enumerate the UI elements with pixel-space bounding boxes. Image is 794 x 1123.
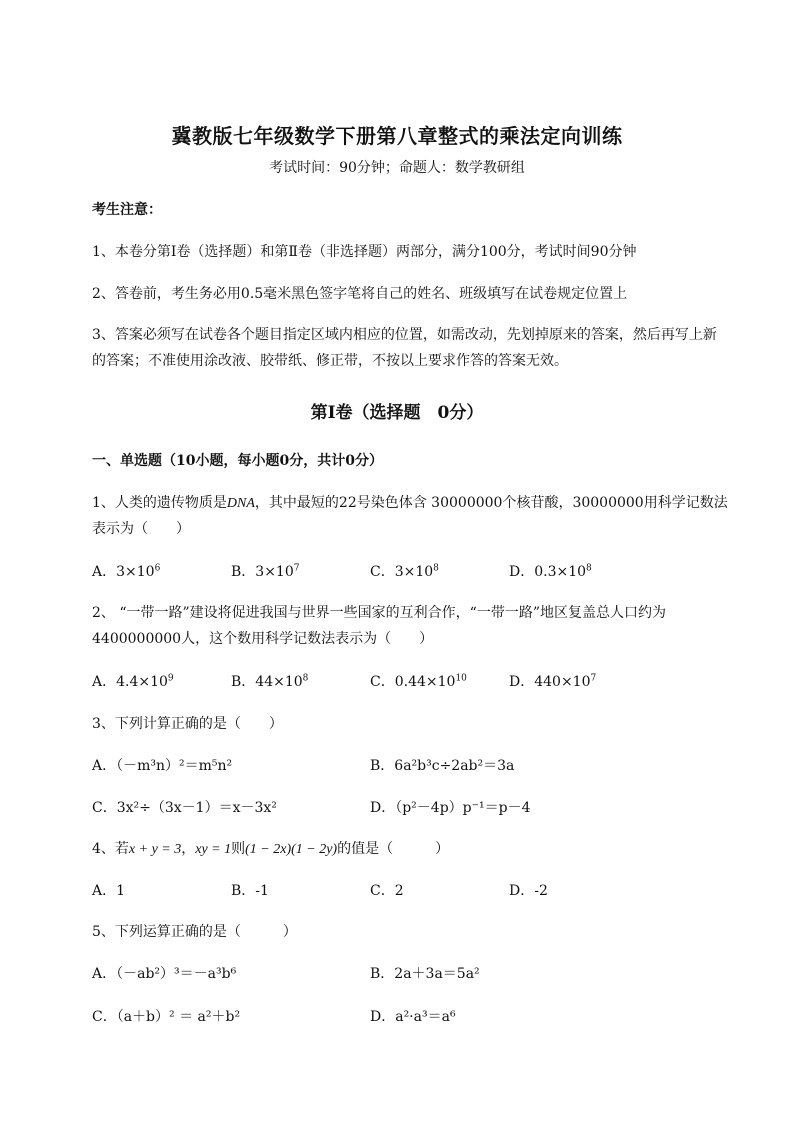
q3-stem: 3、下列计算正确的是（ ） — [92, 716, 283, 732]
q1-option-b-base: B．3×10 — [231, 564, 294, 580]
part-heading: 一、单选题（10小题，每小题0分，共计0分） — [92, 453, 383, 469]
page-title: 冀教版七年级数学下册第八章整式的乘法定向训练 — [171, 124, 623, 148]
q3-option-d: D．（p²－4p）p⁻¹＝p－4 — [370, 800, 531, 816]
q2-option-a — [92, 669, 174, 695]
notice-item-2: 2、答卷前，考生务必用0.5毫米黑色签字笔将自己的姓名、班级填写在试卷规定位置上 — [92, 286, 628, 302]
q4-stem — [92, 836, 752, 863]
q1-option-a-base: A．3×10 — [92, 564, 155, 580]
q1-option-d-exp: 8 — [586, 563, 592, 574]
q5-option-b: B．2a＋3a＝5a² — [370, 966, 480, 982]
q4-stem-mid: 则 — [231, 841, 246, 857]
q1-option-c-exp: 8 — [433, 563, 439, 574]
q1-stem-pre: 1、人类的遗传物质是 — [92, 495, 227, 511]
q4-expression: (1 − 2x)(1 − 2y) — [245, 842, 338, 857]
q1-dna: DNA — [226, 496, 255, 511]
notice-item-1: 1、本卷分第Ⅰ卷（选择题）和第Ⅱ卷（非选择题）两部分，满分100分，考试时间90分钟 — [92, 244, 637, 260]
q2-option-b-base: B．44×10 — [231, 674, 303, 690]
q4-option-c: C．2 — [370, 883, 404, 899]
notice-heading: 考生注意： — [92, 202, 162, 218]
q1-stem-line-1 — [92, 490, 752, 517]
q1-option-a — [92, 559, 160, 585]
q2-option-a-base: A．4.4×10 — [92, 674, 168, 690]
q2-stem-line-2: 4400000000人，这个数用科学记数法表示为（ ） — [92, 631, 434, 647]
q2-option-a-exp: 9 — [167, 673, 174, 684]
q1-option-c — [370, 559, 439, 585]
q4-separator: ， — [181, 841, 196, 857]
q3-option-c: C．3x²÷（3x－1）＝x－3x² — [92, 800, 277, 816]
q4-option-a: A．1 — [92, 883, 126, 899]
q4-condition-product: xy = 1 — [195, 842, 232, 857]
q3-option-b: B．6a²b³c÷2ab²＝3a — [370, 758, 515, 774]
q2-option-d-exp: 7 — [590, 673, 597, 684]
notice-item-3-line-2: 的答案；不准使用涂改液、胶带纸、修正带，不按以上要求作答的答案无效。 — [92, 353, 568, 369]
q1-option-b-exp: 7 — [293, 563, 300, 574]
q2-option-b-exp: 8 — [302, 673, 309, 684]
q1-stem-line-2: 表示为（ ） — [92, 521, 190, 537]
q5-option-c: C．（a＋b）² ＝ a²＋b² — [92, 1009, 241, 1025]
q2-option-c-base: C．0.44×10 — [370, 674, 456, 690]
q5-option-a: A．（－ab²）³＝－a³b⁶ — [92, 966, 237, 982]
q1-option-d-base: D．0.3×10 — [509, 564, 587, 580]
q5-option-d: D．a²·a³＝a⁶ — [370, 1009, 456, 1025]
q4-condition-sum: x + y = 3 — [128, 842, 182, 857]
q2-option-d — [509, 669, 596, 695]
q5-stem: 5、下列运算正确的是（ ） — [92, 924, 297, 940]
q3-option-a: A．（－m³n）²＝m⁵n² — [92, 758, 233, 774]
q2-option-b — [231, 669, 308, 695]
q1-option-c-base: C．3×10 — [370, 564, 434, 580]
q1-option-b — [231, 559, 299, 585]
q4-option-d: D．-2 — [509, 883, 548, 899]
q2-option-c — [370, 669, 467, 695]
q2-option-c-exp: 10 — [455, 673, 467, 684]
q4-stem-post: 的值是（ ） — [337, 841, 450, 857]
q2-stem-line-1: 2、 “一带一路”建设将促进我国与世界一些国家的互利合作，“一带一路”地区复盖总人口约为 — [92, 605, 666, 621]
exam-info: 考试时间：90分钟；命题人：数学教研组 — [269, 160, 525, 176]
q4-stem-pre: 4、若 — [92, 841, 129, 857]
q1-option-a-exp: 6 — [154, 563, 161, 574]
q2-option-d-base: D．440×10 — [509, 674, 591, 690]
notice-item-3-line-1: 3、答案必须写在试卷各个题目指定区域内相应的位置，如需改动，先划掉原来的答案，然后再写上新 — [92, 327, 717, 343]
q4-option-b: B．-1 — [231, 883, 269, 899]
section-title: 第Ⅰ卷（选择题 0分） — [310, 403, 484, 423]
q1-stem-post: ，其中最短的22号染色体含 30000000个核苷酸，30000000用科学记数法 — [254, 495, 728, 511]
q1-option-d — [509, 559, 592, 585]
